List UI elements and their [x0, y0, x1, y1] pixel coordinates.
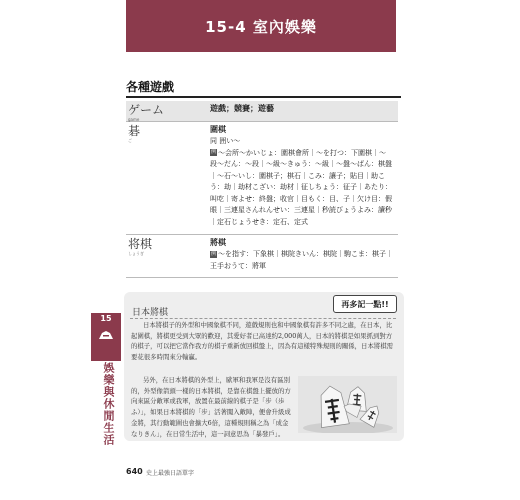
page-title: 15-4 室內娛樂: [205, 17, 317, 36]
vocab-examples: [210, 148, 398, 229]
chess-piece-icon: [98, 330, 114, 340]
vocab-meaning: 將棋: [210, 238, 226, 247]
vocab-reading: game: [128, 117, 140, 122]
section-divider: [126, 96, 401, 98]
vocab-word: 碁: [128, 124, 141, 138]
vocab-row: [126, 122, 398, 235]
chapter-label: 娛樂與休閒生活: [102, 362, 115, 446]
note-divider: [130, 318, 396, 319]
book-title: 史上最強日語單字: [146, 470, 195, 477]
example-icon: 例: [211, 250, 217, 257]
shogi-pieces-photo: [298, 376, 397, 433]
note-badge: 再多記一點!!: [333, 295, 397, 313]
page-number: 640: [126, 467, 143, 476]
vocab-definition-cell: [206, 101, 398, 121]
example-icon: 例: [211, 149, 217, 155]
chapter-number: 15: [100, 314, 112, 323]
vocab-example-text: 〜を指す：下象棋｜棋院きいん：棋院｜駒こま：棋子｜王手おうて：將軍: [210, 250, 394, 270]
vocab-row: [126, 101, 398, 122]
vocab-word-cell: [126, 122, 206, 234]
section-title: 各種遊戲: [126, 80, 175, 94]
vocabulary-table: [126, 101, 398, 278]
vocab-reading: しょうぎ: [128, 251, 144, 256]
note-paragraph: 日本將棋子的外型和中國象棋不同，遊戲規則也和中國象棋有許多不同之處，在日本，比起圍棋，將棋更受到大眾的歡迎，其愛好者已高達約2,000萬人，日本的將棋是如果抓到對方的棋子，可以把它當作我方的棋子重新放回棋盤上，因為有這樣特殊規則的關係，日本將棋需要花很多時間來分輸贏。: [131, 321, 394, 362]
vocab-row: [126, 235, 398, 278]
note-title: 日本將棋: [132, 308, 169, 318]
vocab-word-cell: [126, 101, 206, 121]
vocab-word-cell: [126, 235, 206, 277]
vocab-example-text: 〜会所〜かいじょ：圍棋會所｜〜を打つ：下圍棋｜〜段〜だん：〜段｜〜級〜きゅう：〜級｜〜盤〜ばん：棋盤｜〜石〜いし：圍棋子；棋石｜こみ：讓子；貼目｜助こう：劫｜劫材こざい：劫材｜征しちょう：征子｜あたり：叫吃｜寄よせ：終盤；收官｜目もく：目、子｜欠け目：假眼｜三連星さんれんせい：三連星｜秒読びょうよみ：讀秒｜定石じょうせき：定石、定式: [210, 148, 392, 226]
note-paragraph: 另外，在日本將棋的外型上，歐軍和我軍是沒有區別的，外型像箭頭一樣的日本將棋，是靠在棋盤上擺放的方向來區分敵軍或我軍，放置在最前線的棋子是「步（歩ふ）」，如果日本將棋的「步」活著闖入敵陣，便會升級成金將，其行動範圍也會擴大6倍，這種規則稱之為「成金なりきん」，在日常生活中，這一詞意思為「暴發戶」。: [131, 376, 291, 438]
vocab-meaning: 遊戲；競賽；遊藝: [210, 104, 274, 113]
vocab-word: ゲーム: [128, 103, 165, 117]
vocab-meaning: 圍棋: [210, 125, 226, 134]
vocab-examples: [210, 249, 398, 272]
vocab-word: 将棋: [128, 237, 153, 251]
vocab-reading: ご: [128, 138, 132, 143]
vocab-definition-cell: [206, 235, 398, 277]
vocab-definition-cell: [206, 122, 398, 234]
vocab-synonym: 同 囲い〜: [210, 137, 241, 145]
